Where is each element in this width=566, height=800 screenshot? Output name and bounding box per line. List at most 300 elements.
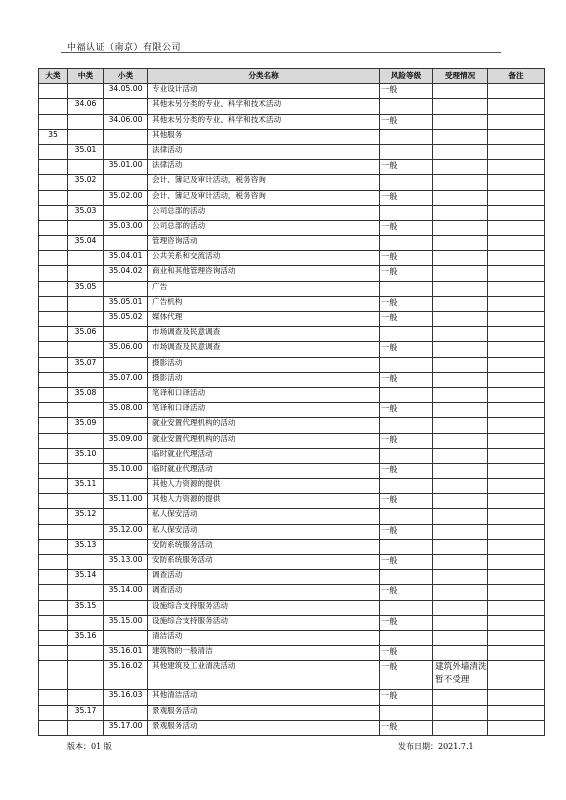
cell-minor: 35.05.01 xyxy=(104,296,148,311)
cell-status xyxy=(433,387,488,402)
cell-name: 商业和其他管理咨询活动 xyxy=(148,266,380,281)
cell-major xyxy=(39,403,68,418)
cell-name: 法律活动 xyxy=(148,144,380,159)
cell-name: 清洁活动 xyxy=(148,630,380,645)
cell-note xyxy=(488,539,545,554)
cell-note xyxy=(488,509,545,524)
col-header-risk: 风险等级 xyxy=(380,69,433,84)
cell-status xyxy=(433,433,488,448)
cell-major xyxy=(39,327,68,342)
col-header-major: 大类 xyxy=(39,69,68,84)
cell-minor xyxy=(104,175,148,190)
cell-middle: 35.03 xyxy=(68,205,104,220)
table-row xyxy=(39,615,545,630)
table-row xyxy=(39,144,545,159)
cell-minor xyxy=(104,418,148,433)
cell-note xyxy=(488,705,545,720)
cell-status xyxy=(433,418,488,433)
cell-risk: 一般 xyxy=(380,342,433,357)
cell-minor: 35.03.00 xyxy=(104,220,148,235)
cell-name: 就业安置代理机构的活动 xyxy=(148,418,380,433)
table-row xyxy=(39,342,545,357)
cell-name: 调查活动 xyxy=(148,585,380,600)
cell-note xyxy=(488,296,545,311)
cell-status xyxy=(433,720,488,735)
cell-minor xyxy=(104,479,148,494)
table-row xyxy=(39,661,545,690)
cell-note xyxy=(488,99,545,114)
cell-name: 市场调查及民意调查 xyxy=(148,342,380,357)
cell-status xyxy=(433,144,488,159)
cell-note xyxy=(488,418,545,433)
cell-minor: 35.16.01 xyxy=(104,646,148,661)
cell-major xyxy=(39,342,68,357)
cell-risk: 一般 xyxy=(380,296,433,311)
cell-note xyxy=(488,160,545,175)
cell-major xyxy=(39,479,68,494)
cell-risk: 一般 xyxy=(380,646,433,661)
cell-name: 市场调查及民意调查 xyxy=(148,327,380,342)
table-row xyxy=(39,190,545,205)
cell-name: 就业安置代理机构的活动 xyxy=(148,433,380,448)
cell-minor xyxy=(104,630,148,645)
cell-major xyxy=(39,205,68,220)
cell-note xyxy=(488,433,545,448)
cell-status xyxy=(433,646,488,661)
table-row xyxy=(39,281,545,296)
cell-major xyxy=(39,251,68,266)
cell-minor xyxy=(104,357,148,372)
cell-status xyxy=(433,539,488,554)
cell-name: 其他人力资源的提供 xyxy=(148,494,380,509)
cell-status xyxy=(433,555,488,570)
cell-risk xyxy=(380,448,433,463)
cell-name: 广告 xyxy=(148,281,380,296)
cell-risk: 一般 xyxy=(380,615,433,630)
table-row xyxy=(39,403,545,418)
cell-note xyxy=(488,479,545,494)
cell-middle: 35.16 xyxy=(68,630,104,645)
cell-major xyxy=(39,372,68,387)
cell-note xyxy=(488,236,545,251)
cell-risk: 一般 xyxy=(380,720,433,735)
cell-note xyxy=(488,327,545,342)
table-row xyxy=(39,357,545,372)
cell-middle: 35.05 xyxy=(68,281,104,296)
cell-risk: 一般 xyxy=(380,433,433,448)
cell-middle: 35.07 xyxy=(68,357,104,372)
cell-major xyxy=(39,463,68,478)
cell-note xyxy=(488,114,545,129)
cell-middle xyxy=(68,190,104,205)
col-header-middle: 中类 xyxy=(68,69,104,84)
cell-risk xyxy=(380,327,433,342)
cell-middle xyxy=(68,690,104,705)
table-row xyxy=(39,266,545,281)
table-row xyxy=(39,585,545,600)
table-row xyxy=(39,690,545,705)
cell-status xyxy=(433,190,488,205)
cell-risk xyxy=(380,705,433,720)
cell-minor xyxy=(104,705,148,720)
cell-major xyxy=(39,555,68,570)
cell-status xyxy=(433,630,488,645)
cell-name: 笔译和口译活动 xyxy=(148,387,380,402)
cell-name: 会计、簿记及审计活动，税务咨询 xyxy=(148,175,380,190)
table-row xyxy=(39,524,545,539)
cell-major xyxy=(39,524,68,539)
company-name: 中福认证（南京）有限公司 xyxy=(67,43,182,53)
cell-name: 广告机构 xyxy=(148,296,380,311)
table-row xyxy=(39,630,545,645)
cell-note xyxy=(488,266,545,281)
table-row xyxy=(39,600,545,615)
cell-name: 景观服务活动 xyxy=(148,720,380,735)
cell-status xyxy=(433,615,488,630)
cell-minor: 35.17.00 xyxy=(104,720,148,735)
cell-middle: 35.11 xyxy=(68,479,104,494)
cell-status xyxy=(433,705,488,720)
cell-middle xyxy=(68,372,104,387)
cell-major xyxy=(39,190,68,205)
cell-status xyxy=(433,84,488,99)
cell-major xyxy=(39,690,68,705)
cell-status xyxy=(433,600,488,615)
cell-minor xyxy=(104,448,148,463)
col-header-minor: 小类 xyxy=(104,69,148,84)
cell-major xyxy=(39,570,68,585)
table-row xyxy=(39,494,545,509)
cell-minor: 34.05.00 xyxy=(104,84,148,99)
cell-middle xyxy=(68,646,104,661)
cell-middle: 35.10 xyxy=(68,448,104,463)
col-header-name: 分类名称 xyxy=(148,69,380,84)
cell-status xyxy=(433,175,488,190)
table-row xyxy=(39,129,545,144)
cell-note xyxy=(488,448,545,463)
cell-minor xyxy=(104,570,148,585)
cell-middle xyxy=(68,251,104,266)
cell-middle xyxy=(68,524,104,539)
table-row xyxy=(39,84,545,99)
cell-minor: 35.13.00 xyxy=(104,555,148,570)
cell-risk xyxy=(380,129,433,144)
cell-name: 媒体代理 xyxy=(148,312,380,327)
cell-minor: 35.15.00 xyxy=(104,615,148,630)
cell-middle: 35.04 xyxy=(68,236,104,251)
cell-note xyxy=(488,585,545,600)
cell-status xyxy=(433,494,488,509)
table-row xyxy=(39,236,545,251)
cell-minor: 35.08.00 xyxy=(104,403,148,418)
cell-minor: 35.14.00 xyxy=(104,585,148,600)
cell-middle xyxy=(68,84,104,99)
cell-note xyxy=(488,524,545,539)
table-row xyxy=(39,720,545,735)
cell-risk: 一般 xyxy=(380,494,433,509)
cell-note xyxy=(488,600,545,615)
cell-status xyxy=(433,585,488,600)
cell-risk: 一般 xyxy=(380,266,433,281)
cell-status xyxy=(433,251,488,266)
cell-status xyxy=(433,327,488,342)
cell-middle: 35.17 xyxy=(68,705,104,720)
cell-note xyxy=(488,372,545,387)
cell-risk: 一般 xyxy=(380,220,433,235)
cell-minor xyxy=(104,327,148,342)
table-row xyxy=(39,646,545,661)
table-row xyxy=(39,327,545,342)
cell-major xyxy=(39,175,68,190)
cell-name: 其他建筑及工业清洗活动 xyxy=(148,661,380,690)
cell-risk xyxy=(380,281,433,296)
cell-name: 景观服务活动 xyxy=(148,705,380,720)
cell-middle xyxy=(68,661,104,690)
cell-middle xyxy=(68,220,104,235)
cell-risk xyxy=(380,479,433,494)
table-row xyxy=(39,99,545,114)
cell-risk: 一般 xyxy=(380,403,433,418)
cell-major xyxy=(39,387,68,402)
table-row xyxy=(39,418,545,433)
cell-risk: 一般 xyxy=(380,372,433,387)
cell-middle: 35.12 xyxy=(68,509,104,524)
cell-status xyxy=(433,403,488,418)
cell-major xyxy=(39,296,68,311)
cell-risk: 一般 xyxy=(380,251,433,266)
table-row xyxy=(39,312,545,327)
cell-note xyxy=(488,494,545,509)
cell-note xyxy=(488,281,545,296)
table-row xyxy=(39,539,545,554)
classification-table xyxy=(38,68,545,736)
table-header-row xyxy=(39,69,545,84)
cell-minor: 35.10.00 xyxy=(104,463,148,478)
cell-middle xyxy=(68,615,104,630)
cell-minor xyxy=(104,144,148,159)
cell-name: 摄影活动 xyxy=(148,357,380,372)
cell-name: 临时就业代理活动 xyxy=(148,463,380,478)
cell-name: 其他清洁活动 xyxy=(148,690,380,705)
cell-note xyxy=(488,690,545,705)
cell-major xyxy=(39,646,68,661)
table-row xyxy=(39,114,545,129)
cell-minor xyxy=(104,205,148,220)
cell-risk xyxy=(380,144,433,159)
cell-middle: 35.06 xyxy=(68,327,104,342)
table-row xyxy=(39,220,545,235)
cell-status xyxy=(433,205,488,220)
cell-status xyxy=(433,342,488,357)
cell-minor xyxy=(104,236,148,251)
table-row xyxy=(39,479,545,494)
table-row xyxy=(39,296,545,311)
cell-major xyxy=(39,433,68,448)
cell-risk: 一般 xyxy=(380,661,433,690)
cell-minor: 35.01.00 xyxy=(104,160,148,175)
cell-minor: 35.04.01 xyxy=(104,251,148,266)
cell-minor xyxy=(104,281,148,296)
cell-major xyxy=(39,615,68,630)
cell-status xyxy=(433,266,488,281)
cell-minor: 35.02.00 xyxy=(104,190,148,205)
cell-major xyxy=(39,160,68,175)
cell-minor: 35.16.03 xyxy=(104,690,148,705)
cell-major xyxy=(39,539,68,554)
cell-status xyxy=(433,570,488,585)
cell-middle xyxy=(68,312,104,327)
cell-status xyxy=(433,312,488,327)
cell-risk xyxy=(380,387,433,402)
cell-name: 专业设计活动 xyxy=(148,84,380,99)
cell-status xyxy=(433,479,488,494)
table-row xyxy=(39,509,545,524)
header-divider xyxy=(61,52,501,53)
table-row xyxy=(39,205,545,220)
cell-note xyxy=(488,220,545,235)
cell-status: 建筑外墙清洗暂不受理 xyxy=(433,661,488,690)
cell-major xyxy=(39,144,68,159)
cell-note xyxy=(488,630,545,645)
cell-name: 管理咨询活动 xyxy=(148,236,380,251)
cell-risk xyxy=(380,236,433,251)
cell-status xyxy=(433,509,488,524)
cell-risk xyxy=(380,600,433,615)
cell-middle xyxy=(68,129,104,144)
cell-status xyxy=(433,281,488,296)
cell-note xyxy=(488,175,545,190)
col-header-status: 受理情况 xyxy=(433,69,488,84)
cell-status xyxy=(433,448,488,463)
col-header-note: 备注 xyxy=(488,69,545,84)
cell-middle xyxy=(68,585,104,600)
cell-middle: 35.14 xyxy=(68,570,104,585)
cell-major xyxy=(39,494,68,509)
cell-minor: 35.06.00 xyxy=(104,342,148,357)
cell-middle xyxy=(68,494,104,509)
cell-major xyxy=(39,509,68,524)
table-row xyxy=(39,160,545,175)
cell-minor: 34.06.00 xyxy=(104,114,148,129)
cell-minor xyxy=(104,539,148,554)
cell-note xyxy=(488,144,545,159)
cell-middle xyxy=(68,720,104,735)
publish-date: 发布日期：2021.7.1 xyxy=(398,742,474,751)
cell-note xyxy=(488,342,545,357)
cell-name: 建筑物的一般清洁 xyxy=(148,646,380,661)
cell-middle xyxy=(68,342,104,357)
cell-major xyxy=(39,600,68,615)
cell-major xyxy=(39,114,68,129)
cell-middle: 34.06 xyxy=(68,99,104,114)
cell-risk: 一般 xyxy=(380,114,433,129)
cell-major: 35 xyxy=(39,129,68,144)
cell-minor: 35.11.00 xyxy=(104,494,148,509)
cell-minor xyxy=(104,99,148,114)
cell-name: 笔译和口译活动 xyxy=(148,403,380,418)
cell-note xyxy=(488,129,545,144)
cell-name: 其他服务 xyxy=(148,129,380,144)
cell-middle xyxy=(68,463,104,478)
cell-major xyxy=(39,630,68,645)
cell-note xyxy=(488,387,545,402)
cell-risk: 一般 xyxy=(380,690,433,705)
cell-note xyxy=(488,570,545,585)
cell-risk: 一般 xyxy=(380,585,433,600)
cell-middle: 35.15 xyxy=(68,600,104,615)
cell-major xyxy=(39,448,68,463)
cell-minor xyxy=(104,129,148,144)
cell-risk xyxy=(380,539,433,554)
version-label: 版本：01 版 xyxy=(67,742,112,751)
cell-minor xyxy=(104,509,148,524)
cell-minor: 35.16.02 xyxy=(104,661,148,690)
cell-middle xyxy=(68,433,104,448)
cell-name: 其他未另分类的专业、科学和技术活动 xyxy=(148,114,380,129)
cell-minor xyxy=(104,387,148,402)
cell-name: 公司总部的活动 xyxy=(148,220,380,235)
cell-middle xyxy=(68,160,104,175)
cell-status xyxy=(433,296,488,311)
cell-name: 会计、簿记及审计活动，税务咨询 xyxy=(148,190,380,205)
cell-note xyxy=(488,463,545,478)
cell-middle: 35.02 xyxy=(68,175,104,190)
cell-risk xyxy=(380,570,433,585)
cell-risk: 一般 xyxy=(380,84,433,99)
cell-major xyxy=(39,585,68,600)
cell-risk xyxy=(380,509,433,524)
cell-risk: 一般 xyxy=(380,160,433,175)
cell-status xyxy=(433,129,488,144)
table-row xyxy=(39,570,545,585)
cell-major xyxy=(39,99,68,114)
cell-minor: 35.12.00 xyxy=(104,524,148,539)
cell-note xyxy=(488,205,545,220)
cell-note xyxy=(488,615,545,630)
cell-risk: 一般 xyxy=(380,463,433,478)
cell-major xyxy=(39,312,68,327)
cell-name: 私人保安活动 xyxy=(148,524,380,539)
cell-middle: 35.13 xyxy=(68,539,104,554)
cell-major xyxy=(39,84,68,99)
cell-minor: 35.07.00 xyxy=(104,372,148,387)
cell-minor xyxy=(104,600,148,615)
table-row xyxy=(39,372,545,387)
cell-risk: 一般 xyxy=(380,555,433,570)
cell-major xyxy=(39,705,68,720)
cell-name: 其他人力资源的提供 xyxy=(148,479,380,494)
cell-note xyxy=(488,661,545,690)
cell-minor: 35.04.02 xyxy=(104,266,148,281)
cell-note xyxy=(488,357,545,372)
table-row xyxy=(39,555,545,570)
cell-name: 安防系统服务活动 xyxy=(148,555,380,570)
table-row xyxy=(39,433,545,448)
cell-name: 安防系统服务活动 xyxy=(148,539,380,554)
cell-risk xyxy=(380,630,433,645)
cell-status xyxy=(433,236,488,251)
cell-risk: 一般 xyxy=(380,312,433,327)
cell-name: 其他未另分类的专业、科学和技术活动 xyxy=(148,99,380,114)
cell-note xyxy=(488,312,545,327)
table-row xyxy=(39,705,545,720)
cell-risk xyxy=(380,418,433,433)
cell-major xyxy=(39,661,68,690)
cell-status xyxy=(433,463,488,478)
cell-risk xyxy=(380,357,433,372)
cell-minor: 35.09.00 xyxy=(104,433,148,448)
cell-major xyxy=(39,418,68,433)
